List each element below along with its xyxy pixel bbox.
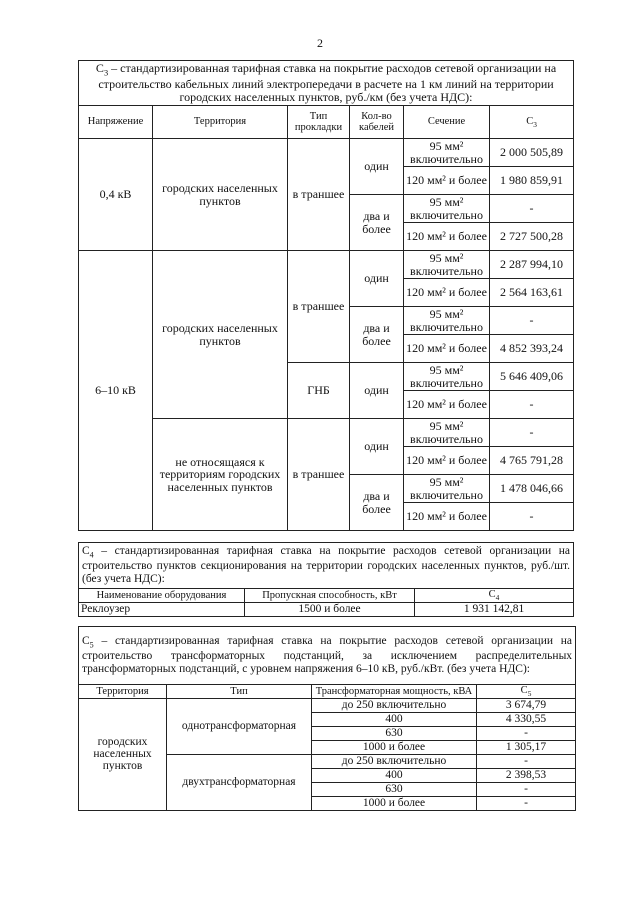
col-territory: Территория (153, 106, 288, 139)
count-one: один (350, 419, 404, 475)
page-number: 2 (317, 36, 323, 50)
col-type: Тип (167, 685, 312, 699)
power-cell: 400 (312, 768, 477, 782)
c4-heading: $С_4$ – стандартизированная тарифная ставка на покрытие расходов сетевой организации на строительство пунктов секционирования на территории городских населенных пунктов, руб./шт. (без учета НДС): (79, 543, 574, 589)
count-one: один (350, 251, 404, 307)
section-120: 120 мм² и более (404, 391, 490, 419)
value-cell: 3 674,79 (477, 698, 576, 712)
count-two-more: два и более (350, 475, 404, 531)
value-cell: 2 287 994,10 (490, 251, 574, 279)
col-cable-count: Кол-во кабелей (350, 106, 404, 139)
section-95: 95 мм² включительно (404, 251, 490, 279)
power-cell: 1000 и более (312, 796, 477, 810)
section-120: 120 мм² и более (404, 279, 490, 307)
section-120: 120 мм² и более (404, 223, 490, 251)
count-two-more: два и более (350, 307, 404, 363)
territory-nonurban: не относящаяся к территориям городских населенных пунктов (153, 419, 288, 531)
equipment-recloser: Реклоузер (79, 603, 245, 617)
type-double: двухтрансформаторная (167, 754, 312, 810)
capacity-value: 1500 и более (245, 603, 415, 617)
section-95: 95 мм² включительно (404, 363, 490, 391)
type-single: однотрансформаторная (167, 698, 312, 754)
c4-value: 1 931 142,81 (415, 603, 574, 617)
value-cell: 1 478 046,66 (490, 475, 574, 503)
section-120: 120 мм² и более (404, 167, 490, 195)
power-cell: до 250 включительно (312, 698, 477, 712)
power-cell: 630 (312, 782, 477, 796)
c5-heading: $С_5$ – стандартизированная тарифная ставка на покрытие расходов сетевой организации на строительство трансформаторных подстанций, за исключением распределительных трансформаторных подстанций, с уровнем напряжения 6–10 кВ, руб./кВт. (без учета НДС): (79, 627, 576, 685)
col-c5: $С_5$ (477, 685, 576, 699)
laying-trench: в траншее (288, 139, 350, 251)
value-cell: 5 646 409,06 (490, 363, 574, 391)
c4-table (78, 542, 574, 617)
value-cell: - (490, 419, 574, 447)
count-one: один (350, 139, 404, 195)
voltage-610: 6–10 кВ (79, 251, 153, 531)
territory-urban: городских населенных пунктов (79, 698, 167, 810)
col-c3: $С_3$ (490, 106, 574, 139)
value-cell: 4 852 393,24 (490, 335, 574, 363)
value-cell: - (477, 726, 576, 740)
col-section: Сечение (404, 106, 490, 139)
value-cell: - (477, 796, 576, 810)
value-cell: 4 765 791,28 (490, 447, 574, 475)
laying-trench: в траншее (288, 251, 350, 363)
value-cell: - (490, 307, 574, 335)
value-cell: 2 398,53 (477, 768, 576, 782)
count-one: один (350, 363, 404, 419)
col-territory: Территория (79, 685, 167, 699)
section-95: 95 мм² включительно (404, 307, 490, 335)
col-capacity: Пропускная способность, кВт (245, 589, 415, 603)
value-cell: 1 980 859,91 (490, 167, 574, 195)
value-cell: 2 727 500,28 (490, 223, 574, 251)
col-laying-type: Тип прокладки (288, 106, 350, 139)
power-cell: 400 (312, 712, 477, 726)
power-cell: 1000 и более (312, 740, 477, 754)
value-cell: 1 305,17 (477, 740, 576, 754)
territory-urban-610: городских населенных пунктов (153, 251, 288, 419)
voltage-04: 0,4 кВ (79, 139, 153, 251)
section-120: 120 мм² и более (404, 503, 490, 531)
count-two-more: два и более (350, 195, 404, 251)
col-power: Трансформаторная мощность, кВА (312, 685, 477, 699)
value-cell: 2 564 163,61 (490, 279, 574, 307)
section-95: 95 мм² включительно (404, 475, 490, 503)
value-cell: - (490, 391, 574, 419)
section-95: 95 мм² включительно (404, 419, 490, 447)
value-cell: 4 330,55 (477, 712, 576, 726)
value-cell: - (477, 782, 576, 796)
col-equipment: Наименование оборудования (79, 589, 245, 603)
laying-gnb: ГНБ (288, 363, 350, 419)
col-voltage: Напряжение (79, 106, 153, 139)
territory-urban-04: городских населенных пунктов (153, 139, 288, 251)
section-120: 120 мм² и более (404, 335, 490, 363)
power-cell: до 250 включительно (312, 754, 477, 768)
value-cell: 2 000 505,89 (490, 139, 574, 167)
c5-table (78, 626, 576, 811)
section-95: 95 мм² включительно (404, 139, 490, 167)
laying-trench: в траншее (288, 419, 350, 531)
section-95: 95 мм² включительно (404, 195, 490, 223)
value-cell: - (490, 195, 574, 223)
value-cell: - (477, 754, 576, 768)
section-120: 120 мм² и более (404, 447, 490, 475)
c3-table (78, 60, 574, 531)
col-c4: $С_4$ (415, 589, 574, 603)
power-cell: 630 (312, 726, 477, 740)
value-cell: - (490, 503, 574, 531)
c3-heading: $С_3$ – стандартизированная тарифная ставка на покрытие расходов сетевой организации на строительство кабельных линий электропередачи в расчете на 1 км линий на территории городских населенных пунктов, руб./км (без учета НДС): (79, 61, 574, 106)
